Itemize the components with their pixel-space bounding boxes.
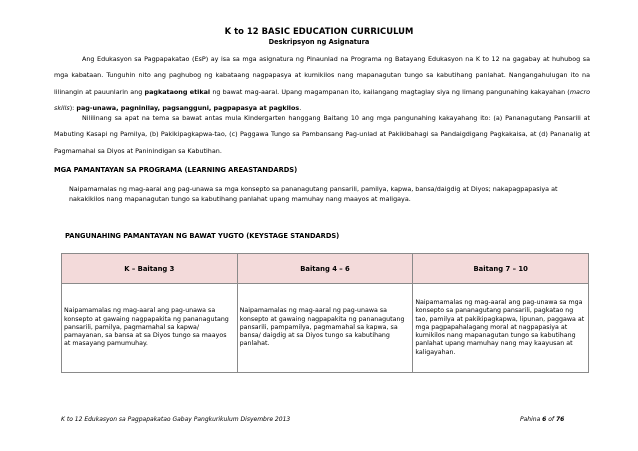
- learning-area-text: Naipamamalas ng mag-aaral ang pag-unawa sa mga konsepto sa pananagutang pansarili, pamilya, kapwa, bansa/daigdig at Diyos; nakapagpapasiya at nakakikilos nang mapanagutan tungo sa kabutihang panlahat upang mamuhay nang maayos at maligaya.: [69, 185, 558, 203]
- footer-page-number: 6: [542, 416, 547, 423]
- footer-document-name: K to 12 Edukasyon sa Pagpapakatao Gabay Pangkurikulum Disyembre 2013: [61, 416, 291, 423]
- keystage-cell-7-10: Naipamamalas ng mag-aaral ang pag-unawa sa mga konsepto sa pananagutang pansarili, pagkatao ng tao, pamilya at pakikipagkapwa, lipunan, paggawa at mga pagpapahalagang moral at nagpapasiya at kumikilos nang mapanagutan tungo sa kabutihang panlahat upang mamuhay nang may kaayusan at kaligayahan.: [413, 284, 589, 373]
- document-title: K to 12 BASIC EDUCATION CURRICULUM: [224, 26, 414, 36]
- learning-area-heading: MGA PAMANTAYAN SA PROGRAMA (LEARNING AREASTANDARDS): [54, 166, 298, 174]
- keystage-col-header-k3: K – Baitang 3: [62, 254, 238, 284]
- intro-p1-mid: ng bawat mag-aaral. Upang magampanan ito, kailangang magtaglay siya ng limang pangunahing kakayahan (: [210, 87, 570, 96]
- intro-p1-text: Ang Edukasyon sa Pagpapakatao (EsP) ay isa sa mga asignatura ng Pinaunlad na Programa ng Batayang Edukasyon na K to 12 na gagabay at huhubog sa mga kabataan. Tunguhin nito ang paghubog ng kabataang nagpapasya at kumikilos nang mapanagutan tungo sa kabutihang panlahat. Nangangahulugan ito na lilinangin at pauunlarin ang: [54, 55, 590, 96]
- footer-page-indicator: [520, 416, 564, 423]
- footer-of-label: of: [546, 416, 556, 423]
- keystage-col-header-7-10: Baitang 7 – 10: [413, 254, 589, 284]
- section-subtitle: Deskripsyon ng Asignatura: [268, 38, 370, 46]
- intro-p1-bold-ethical: pagkataong etikal: [144, 87, 211, 96]
- keystage-table: [61, 253, 589, 373]
- keystage-cell-4-6: Naipamamalas ng mag-aaral ng pag-unawa sa konsepto at gawaing nagpapakita ng pananagutang pansarili, pampamilya, pagmamahal sa kapwa, sa bansa/ daigdig at sa Diyos tungo sa kabutihang panlahat.: [237, 284, 413, 373]
- intro-p1-end: .: [299, 103, 302, 112]
- keystage-heading: PANGUNAHING PAMANTAYAN NG BAWAT YUGTO (KEYSTAGE STANDARDS): [65, 232, 340, 240]
- intro-paragraph-1: [54, 51, 590, 116]
- intro-p1-colon: ):: [69, 103, 77, 112]
- intro-p2-text: Nililinang sa apat na tema sa bawat antas mula Kindergarten hanggang Baitang 10 ang mga pangunahing kakayahang ito: (a) Pananagutang Pansarili at Mabuting Kasapi ng Pamilya, (b) Pakikipagkapwa-tao, (c) Paggawa Tungo sa Pambansang Pag-unlad at Pakikibahagi sa Pandaigdigang Pagkakaisa, at (d) Pananalig at Pagmamahal sa Diyos at Paninindigan sa Kabutihan.: [54, 114, 590, 155]
- keystage-content-row: [62, 284, 589, 373]
- intro-p1-italic: macro skills: [54, 87, 591, 112]
- footer-page-label: Pahina: [520, 416, 543, 423]
- keystage-header-row: [62, 254, 589, 284]
- intro-paragraph-2: [54, 110, 590, 159]
- keystage-col-header-4-6: Baitang 4 – 6: [237, 254, 413, 284]
- intro-p1-bold-skills: pag-unawa, pagninilay, pagsangguni, pagpapasya at pagkilos: [76, 103, 300, 112]
- footer-total-pages: 76: [555, 416, 565, 423]
- keystage-cell-k3: Naipamamalas ng mag-aaral ang pag-unawa sa konsepto at gawaing nagpapakita ng pananagutang pansarili, pamilya, pagmamahal sa kapwa/ pamayanan, sa bansa at sa Diyos tungo sa maayos at masayang pamumuhay.: [62, 284, 238, 373]
